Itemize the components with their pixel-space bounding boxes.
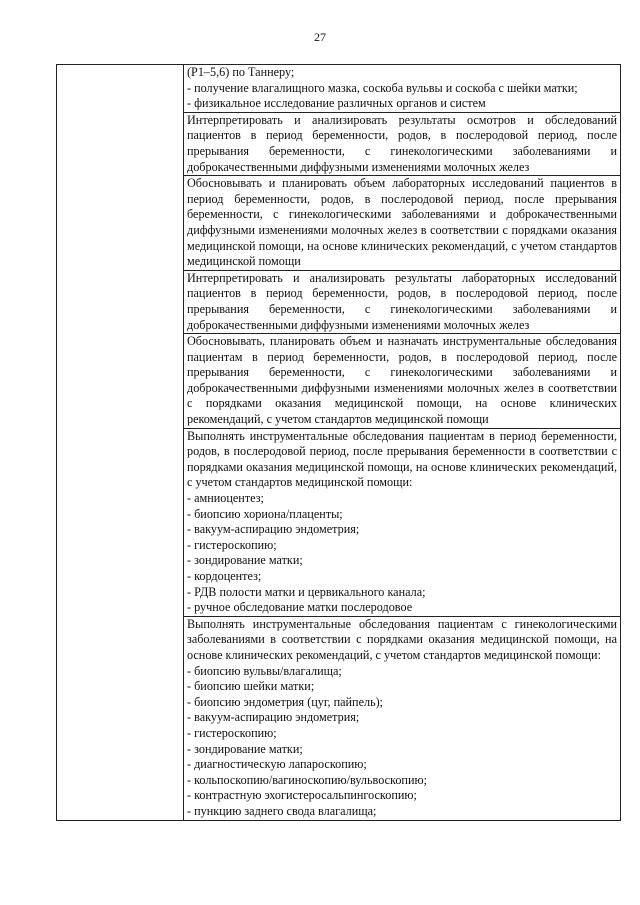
table-cell (184, 65, 621, 113)
row-paragraph: Выполнять инструментальные обследования пациентам с гинекологическими заболеваниями в соответствии с порядками оказания медицинской помощи, на основе клинических рекомендаций, с учетом стандартов медицинской помощи: (187, 616, 617, 662)
list-item: - гистероскопию; (187, 725, 277, 740)
row-3-content (184, 176, 620, 270)
list-item: - вакуум-аспирацию эндометрия; (187, 522, 360, 537)
list-item: - биопсию вульвы/влагалища; (187, 663, 342, 678)
page-number: 27 (314, 30, 326, 44)
list-item: - кольпоскопию/вагиноскопию/вульвоскопию; (187, 772, 427, 787)
row-6-content (184, 429, 620, 616)
list-item: - кордоцентез; (187, 569, 262, 583)
list-item: - контрастную эхогистеросальпингоскопию; (187, 788, 417, 803)
list-item: - амниоцентез; (187, 491, 264, 506)
row-paragraph: Интерпретировать и анализировать результаты лабораторных исследований пациентов в период беременности, родов, в послеродовой период, после прерывания беременности, с гинекологическими заболеваниями и доброкачественными диффузными изменениями молочных желез (187, 270, 617, 332)
list-item: - диагностическую лапароскопию; (187, 757, 367, 772)
list-item: - зондирование матки; (187, 553, 303, 568)
table-cell (184, 270, 621, 333)
list-item: - ручное обследование матки послеродовое (187, 600, 413, 615)
competency-table (56, 64, 621, 821)
row-7-content (184, 617, 620, 820)
list-item: - вакуум-аспирацию эндометрия; (187, 710, 360, 725)
row-paragraph: Выполнять инструментальные обследования пациентам в период беременности, родов, в послеродовой период, после прерывания беременности в соответствии с порядками оказания медицинской помощи, на основе клинических рекомендаций, с учетом стандартов медицинской помощи: (187, 428, 617, 490)
left-column-cell (57, 65, 184, 821)
row-paragraph: Обосновывать и планировать объем лабораторных исследований пациентов в период беременности, родов, в послеродовой период, после прерывания беременности, с гинекологическими заболеваниями и доброкачественными диффузными изменениями молочных желез в соответствии с порядками оказания медицинской помощи, на основе клинических рекомендаций, с учетом стандартов медицинской помощи (187, 176, 617, 269)
list-item: - пункцию заднего свода влагалища; (187, 803, 377, 818)
table-cell (184, 112, 621, 175)
row-5-content (184, 334, 620, 428)
table-cell (184, 616, 621, 820)
row-2-content (184, 113, 620, 175)
list-item: - физикальное исследование различных органов и систем (187, 96, 486, 111)
list-item: - биопсию шейки матки; (187, 679, 315, 694)
table-cell (184, 334, 621, 429)
row-4-content (184, 271, 620, 333)
list-item: - зондирование матки; (187, 741, 303, 756)
list-item: (P1–5,6) по Таннеру; (187, 65, 295, 79)
row-paragraph: Обосновывать, планировать объем и назначать инструментальные обследования пациентам в период беременности, родов, в послеродовой период, после прерывания беременности, с гинекологическими заболеваниями и доброкачественными диффузными изменениями молочных желез в соответствии с порядками оказания медицинской помощи, на основе клинических рекомендаций, с учетом стандартов медицинской помощи (187, 334, 617, 427)
list-item: - получение влагалищного мазка, соскоба вульвы и соскоба с шейки матки; (187, 80, 578, 95)
table-cell (184, 428, 621, 616)
table-row (57, 65, 621, 113)
list-item: - РДВ полости матки и цервикального канала; (187, 584, 426, 599)
table-cell (184, 176, 621, 271)
row-1-content (184, 65, 620, 112)
list-item: - гистероскопию; (187, 537, 277, 552)
row-paragraph: Интерпретировать и анализировать результаты осмотров и обследований пациентов в период беременности, родов, в послеродовой период, после прерывания беременности, с гинекологическими заболеваниями и доброкачественными диффузными изменениями молочных желез (187, 112, 617, 174)
list-item: - биопсию эндометрия (цуг, пайпель); (187, 694, 384, 709)
list-item: - биопсию хориона/плаценты; (187, 506, 343, 521)
